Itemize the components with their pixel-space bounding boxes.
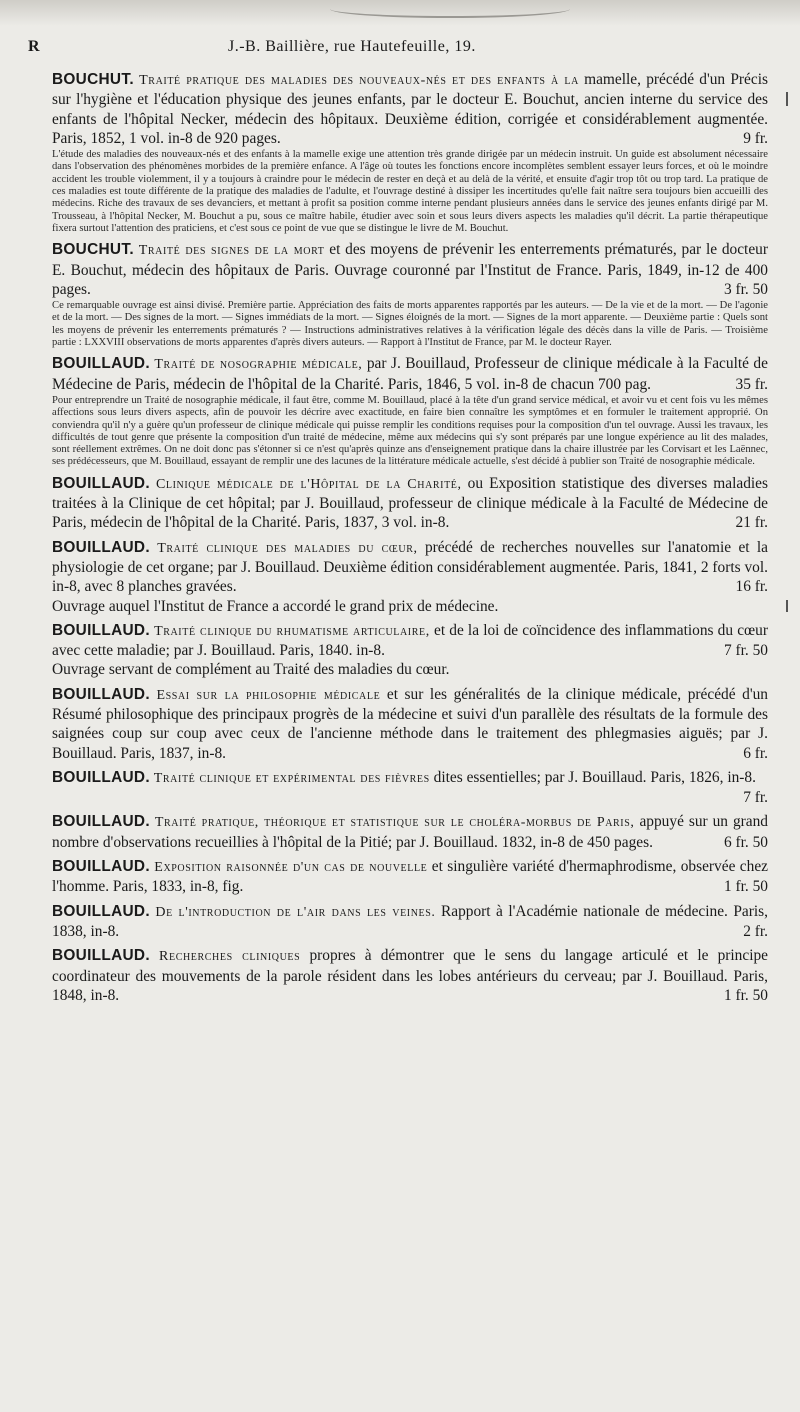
entry-main — [52, 621, 768, 661]
entry-author: BOUILLAUD. — [52, 685, 150, 703]
entry-title: Traité clinique et expérimental des fièvres — [153, 770, 430, 786]
entry-main — [52, 902, 768, 942]
entry-main — [52, 240, 768, 299]
entry-price: 7 fr. 50 — [723, 642, 768, 660]
entry-title: Clinique médicale de l'Hôpital de la Charité, — [155, 476, 462, 492]
entry-price: 16 fr. — [735, 578, 768, 596]
entry-main — [52, 768, 768, 807]
entry-title: Traité pratique des maladies des nouveaux-nés et des enfants à la — [139, 73, 579, 88]
catalog-entry — [52, 902, 768, 942]
entry-author: BOUILLAUD. — [52, 474, 150, 492]
entry-author: BOUILLAUD. — [52, 768, 150, 786]
entry-author: BOUCHUT. — [52, 71, 134, 88]
entry-price: 6 fr. — [743, 744, 768, 762]
page-curl-shadow — [0, 0, 800, 26]
catalog-entry — [52, 474, 768, 533]
entry-body: par J. Bouillaud, Professeur de clinique médicale à la Faculté de Médecine de Paris, médecin de l'hôpital de la Charité. Paris, 1846, 5 vol. in-8 de chacun 700 pag. — [52, 355, 768, 393]
entry-title: De l'introduction de l'air dans les veines. — [155, 904, 436, 920]
catalog-entry — [52, 70, 768, 235]
catalog-entry — [52, 857, 768, 897]
entry-author: BOUILLAUD. — [52, 538, 150, 556]
entry-body: et singulière variété d'hermaphrodisme, observée chez l'homme. Paris, 1833, in-8, fig. — [52, 858, 768, 896]
entry-note: L'étude des maladies des nouveaux-nés et des enfants à la mamelle exige une attention très grande dirigée par un médecin instruit. Un guide est absolument nécessaire dans l'observation des phénomènes morbides de la première enfance. A l'âge où toutes les fonctions encore incomplètes semblent essayer leurs forces, et où le moindre accident les trouble violemment, il y a toujours à craindre pour le médecin de rester en deçà et au delà de la vérité, et ensuite d'agir trop tôt ou trop tard. La pratique de ces maladies est toute différente de la pratique des maladies de l'adulte, et l'ouvrage destiné à dissiper les incertitudes qu'elle fait naître sera toujours bien accueilli des médecins. Riche des travaux de ses devanciers, et mettant à profit sa position comme interne pendant plusieurs années dans le service des jeunes enfants dirigé par M. Trousseau, à l'hôpital Necker, M. Bouchut a pu, sous ce maître habile, étudier avec soin et sous leurs divers aspects les maladies qu'il décrit. La partie thérapeutique fixera surtout l'attention des praticiens, et c'est sous ce point de vue que se distingue le livre de M. Bouchut. — [52, 149, 768, 234]
margin-mark — [786, 600, 788, 612]
entry-body: appuyé sur un grand nombre d'observations recueillies à l'hôpital de la Pitié; par J. Bouillaud. 1832, in-8 de 450 pages. — [52, 813, 768, 851]
catalog-entry — [52, 240, 768, 349]
catalog-entries — [52, 70, 768, 1010]
entry-price: 9 fr. — [743, 129, 768, 147]
entry-title: Traité clinique du rhumatisme articulaire, — [154, 623, 430, 639]
entry-price: 7 fr. — [743, 789, 768, 807]
catalog-entry — [52, 354, 768, 468]
running-head: J.-B. Baillière, rue Hautefeuille, 19. — [228, 38, 476, 55]
entry-author: BOUCHUT. — [52, 241, 134, 259]
entry-author: BOUILLAUD. — [52, 947, 150, 965]
entry-title: Exposition raisonnée d'un cas de nouvelle — [154, 860, 428, 876]
entry-body: mamelle, précédé d'un Précis sur l'hygiène et l'éducation physique des jeunes enfants, par le docteur E. Bouchut, ancien interne du service des enfants de l'hôpital Necker, médecin des hôpitaux. Deuxième édition, corrigée et considérablement augmentée. Paris, 1852, 1 vol. in-8 de 920 pages. — [52, 71, 768, 147]
entry-body: précédé de recherches nouvelles sur l'anatomie et la physiologie de cet organe; par J. Bouillaud. Deuxième édition considérablement augmentée. Paris, 1841, 2 forts vol. in-8, avec 8 planches gravées. — [52, 538, 768, 596]
entry-body: ou Exposition statistique des diverses maladies traitées à la Clinique de cet hôpital; par J. Bouillaud, professeur de clinique médicale à la Faculté de Médecine de Paris, médecin de l'hôpital de la Charité. Paris, 1837, 3 vol. in-8. — [52, 474, 768, 532]
catalog-entry — [52, 621, 768, 680]
entry-main — [52, 812, 768, 852]
entry-body: Rapport à l'Académie nationale de médecine. Paris, 1838, in-8. — [52, 902, 768, 940]
entry-main — [52, 857, 768, 897]
entry-body: propres à démontrer que le sens du langage articulé et le principe coordinateur des mouvements de la parole résident dans les lobes antérieurs du cerveau; par J. Bouillaud. Paris, 1848, in-8. — [52, 947, 768, 1004]
entry-main — [52, 538, 768, 597]
entry-body: et de la loi de coïncidence des inflammations du cœur avec cette maladie; par J. Bouillaud. Paris, 1840. in-8. — [52, 621, 768, 660]
margin-mark — [786, 92, 788, 106]
catalog-entry — [52, 538, 768, 616]
entry-author: BOUILLAUD. — [52, 813, 150, 831]
entry-body: et des moyens de prévenir les enterrements prématurés, par le docteur E. Bouchut, médecin des hôpitaux de Paris. Ouvrage couronné par l'Institut de France. Paris, 1849, in-12 de 400 pages. — [52, 241, 768, 298]
entry-author: BOUILLAUD. — [52, 621, 150, 639]
entry-note: Ce remarquable ouvrage est ainsi divisé. Première partie. Appréciation des faits de morts apparentes rapportés par les auteurs. — De la vie et de la mort. — De l'agonie et de la mort. — Des signes de la mort. — Signes immédiats de la mort. — Signes éloignés de la mort. — Signes de la mort apparente. — Deuxième partie : Quels sont les moyens de prévenir les enterrements prématurés ? — Instructions administratives relatives à la vérification légale des décès dans la ville de Paris. — Troisième partie : LXXVIII observations de morts apparentes d'après divers auteurs. — Rapport à l'Institut de France, par M. le docteur Rayer. — [52, 300, 768, 349]
entry-price: 1 fr. 50 — [723, 878, 768, 896]
catalog-entry — [52, 946, 768, 1005]
running-header — [28, 38, 768, 60]
entry-price: 3 fr. 50 — [723, 280, 768, 298]
entry-main — [52, 70, 768, 148]
entry-title: Traité des signes de la mort — [138, 243, 325, 259]
entry-extra: Ouvrage auquel l'Institut de France a accordé le grand prix de médecine. — [52, 597, 499, 615]
entry-body: et sur les généralités de la clinique médicale, précédé d'un Résumé philosophique des principaux progrès de la médecine et suivi d'un parallèle des résultats de la formule des saignées coup sur coup avec ceux de l'ancienne méthode dans le traitement des phlegmasies aiguës; par J. Bouillaud. Paris, 1837, in-8. — [52, 685, 768, 762]
entry-title: Essai sur la philosophie médicale — [156, 687, 381, 703]
catalog-entry — [52, 812, 768, 852]
entry-author: BOUILLAUD. — [52, 902, 150, 920]
entry-title: Traité pratique, théorique et statistique sur le choléra-morbus de Paris, — [154, 815, 635, 831]
entry-author: BOUILLAUD. — [52, 858, 150, 876]
entry-author: BOUILLAUD. — [52, 355, 150, 373]
entry-price: 6 fr. 50 — [723, 833, 768, 851]
entry-main — [52, 354, 768, 394]
entry-price: 21 fr. — [735, 514, 768, 532]
entry-price: 35 fr. — [735, 375, 768, 393]
entry-price: 1 fr. 50 — [723, 986, 768, 1004]
entry-price: 2 fr. — [743, 922, 768, 940]
entry-body: dites essentielles; par J. Bouillaud. Paris, 1826, in-8. — [433, 768, 756, 786]
entry-main — [52, 946, 768, 1005]
entry-main — [52, 474, 768, 533]
entry-title: Traité clinique des maladies du cœur, — [157, 540, 418, 556]
entry-title: Recherches cliniques — [159, 949, 301, 965]
entry-note: Pour entreprendre un Traité de nosographie médicale, il faut être, comme M. Bouillaud, placé à la tête d'un grand service médical, et avoir vu et cent fois vu les mêmes affections sous leurs divers aspects, afin de pouvoir les décrire avec exactitude, en faire bien connaître les symptômes et en formuler le traitement approprié. On conviendra qu'il n'y a guère qu'un professeur de clinique médicale qui puisse remplir les conditions requises pour la composition d'un tel ouvrage. Aussi les travaux, les difficultés de tout genre que présente la composition d'un traité de médecine, même aux médecins qui s'y sont préparés par une longue expérience au lit des malades, sont réellement extrêmes. On ne doit donc pas s'étonner si ce n'est qu'après quinze ans d'enseignement pratique dans la chaire illustrée par les Corvisart et les Laënnec, ses prédécesseurs, que M. Bouillaud, essayant de remplir une des lacunes de la littérature médicale actuelle, s'est décidé à publier son Traité de nosographie médicale. — [52, 394, 768, 468]
entry-extra: Ouvrage servant de complément au Traité des maladies du cœur. — [52, 661, 450, 679]
entry-main — [52, 685, 768, 763]
catalog-entry — [52, 685, 768, 763]
entry-title: Traité de nosographie médicale, — [154, 357, 363, 373]
catalog-entry — [52, 768, 768, 808]
signature-mark: R — [28, 38, 41, 55]
